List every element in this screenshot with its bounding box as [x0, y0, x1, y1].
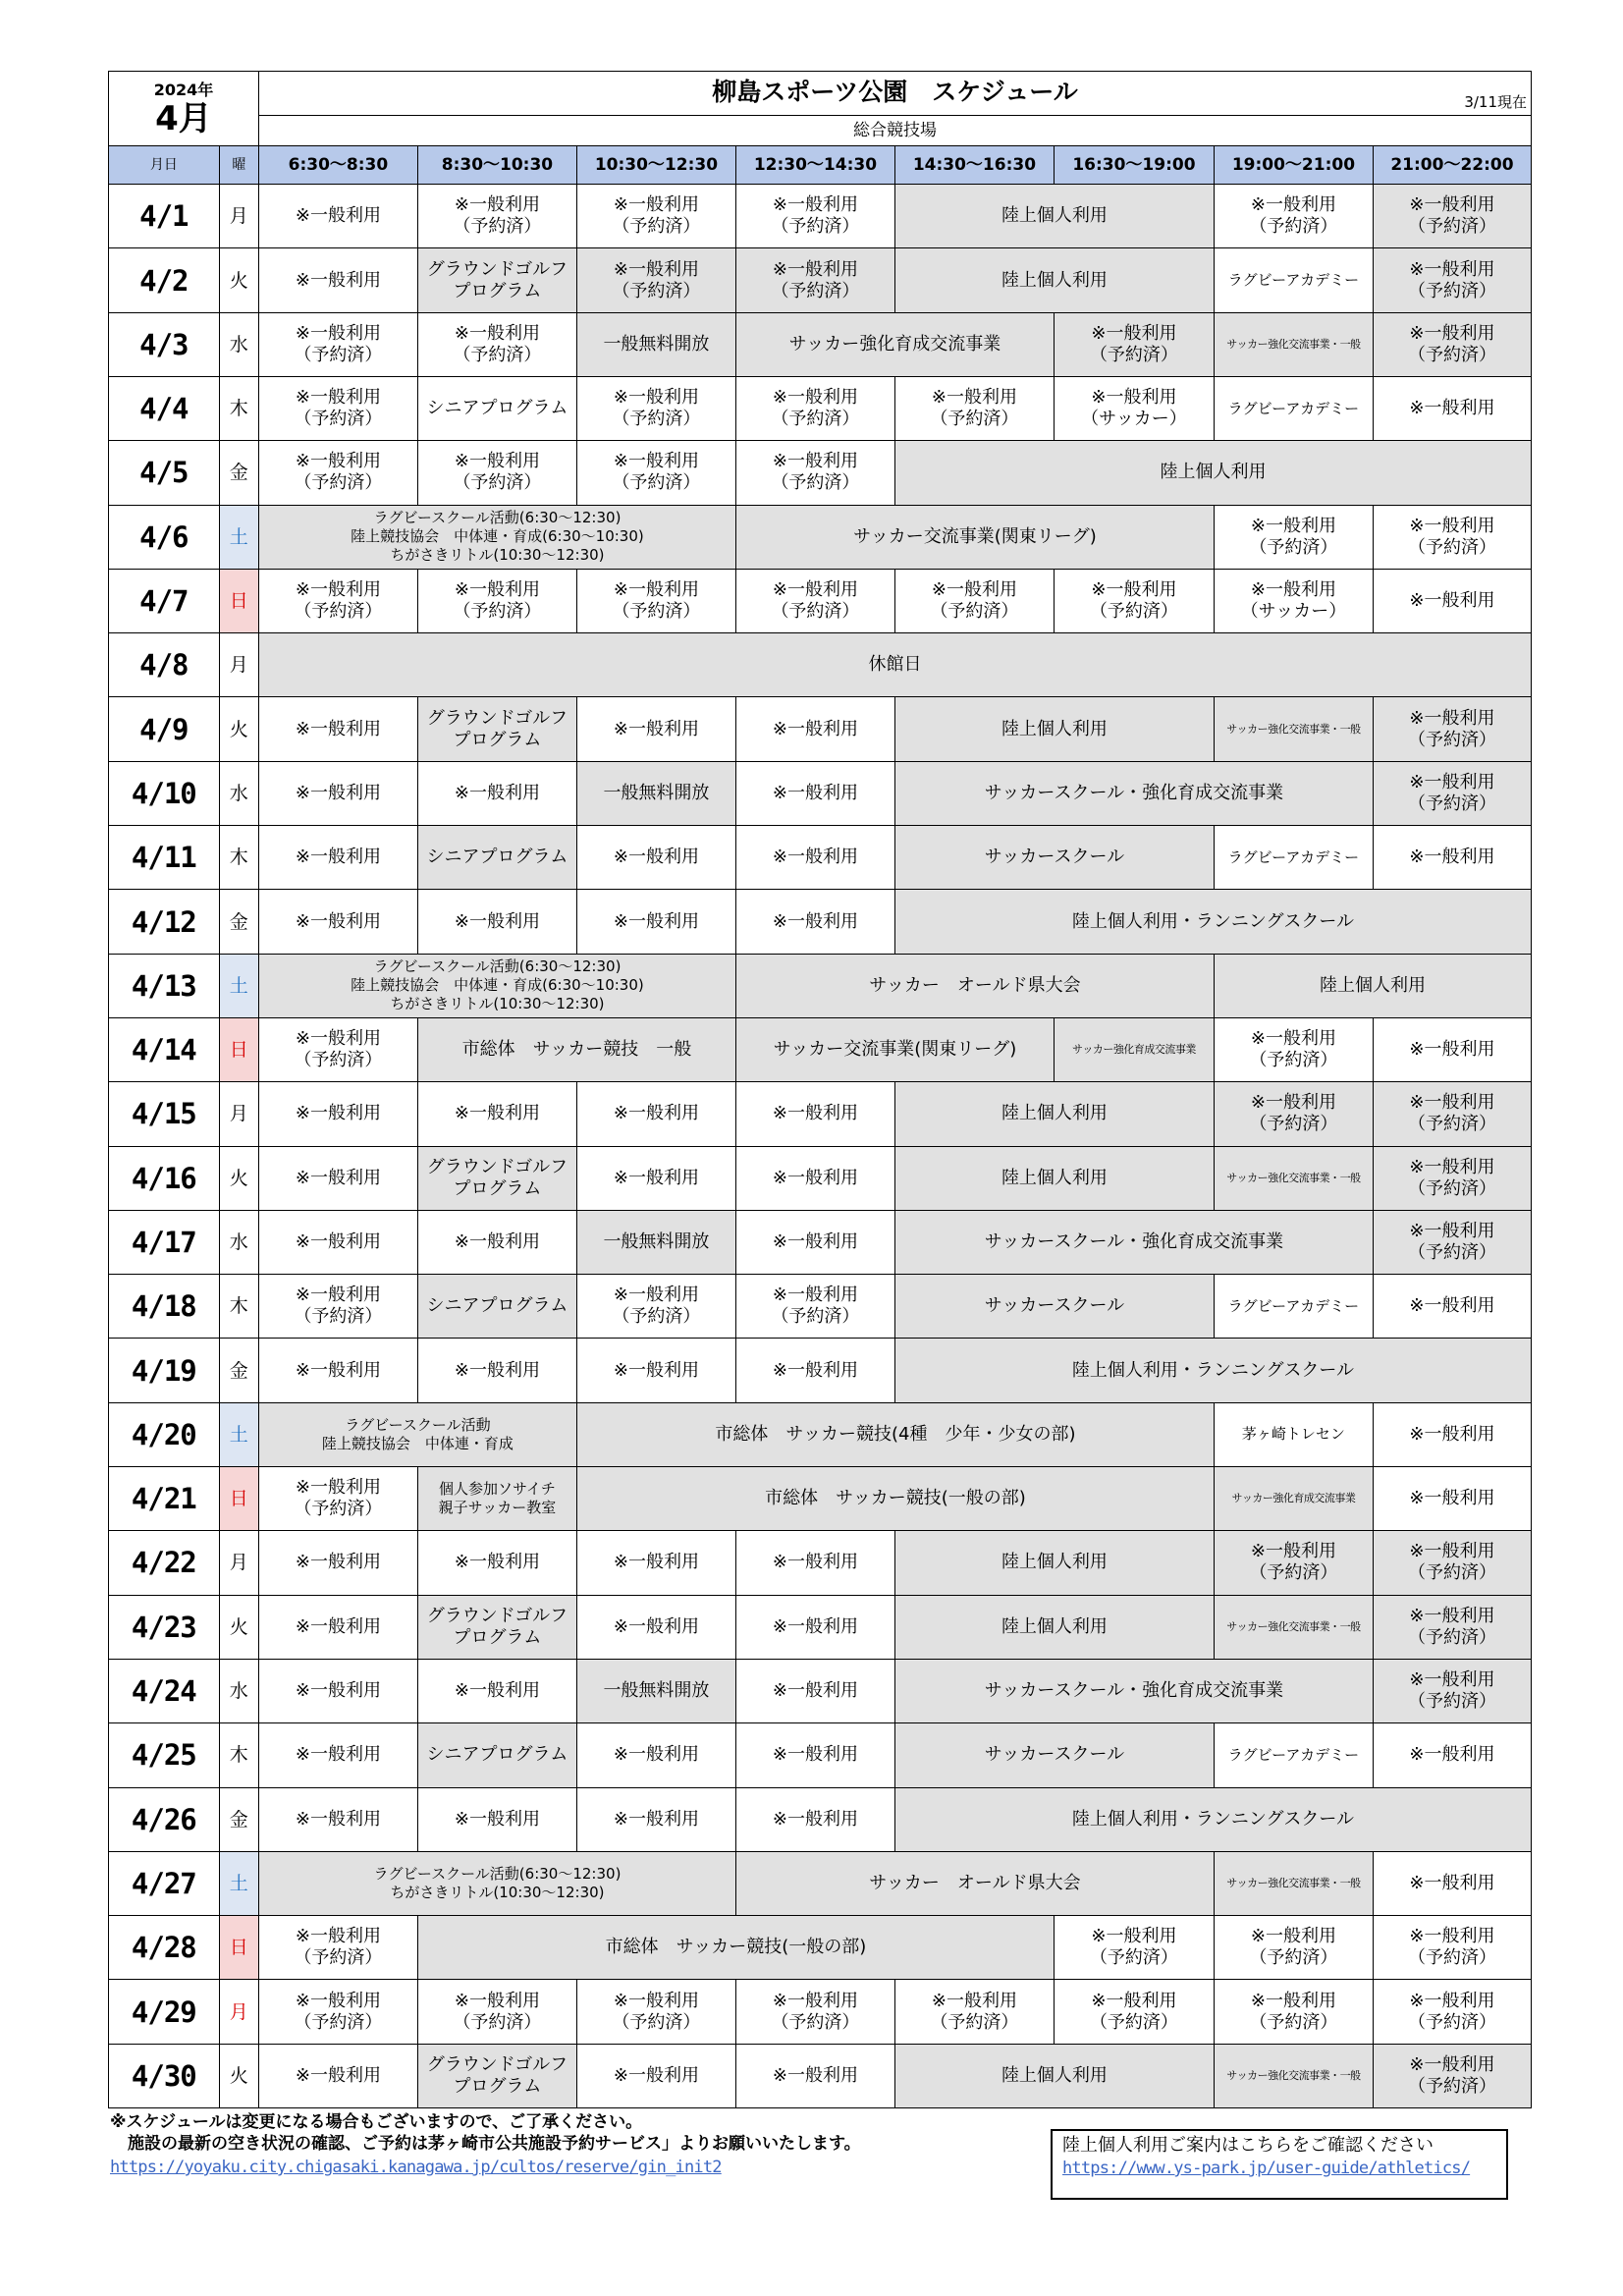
- schedule-cell: ラグビーアカデミー: [1214, 826, 1373, 890]
- col-header-slot: 16:30～19:00: [1054, 146, 1214, 185]
- schedule-cell: ※一般利用 （予約済）: [1214, 185, 1373, 248]
- schedule-cell: サッカースクール: [894, 826, 1214, 890]
- schedule-cell: ※一般利用 （予約済）: [1373, 185, 1531, 248]
- day-weekday: 日: [219, 1916, 258, 1980]
- schedule-cell: グラウンドゴルフ プログラム: [417, 697, 576, 761]
- day-weekday: 月: [219, 1082, 258, 1146]
- day-row: [109, 890, 1532, 954]
- day-weekday: 水: [219, 312, 258, 376]
- col-header-slot: 8:30～10:30: [417, 146, 576, 185]
- schedule-cell: ※一般利用 （サッカー）: [1054, 376, 1214, 440]
- schedule-cell: ※一般利用: [735, 1082, 894, 1146]
- schedule-cell: ※一般利用 （予約済）: [1373, 761, 1531, 825]
- schedule-cell: ※一般利用: [576, 1082, 735, 1146]
- schedule-cell: ※一般利用: [576, 1595, 735, 1659]
- day-weekday: 月: [219, 1531, 258, 1595]
- day-weekday: 日: [219, 1467, 258, 1531]
- updated-date: 3/11現在: [1464, 93, 1527, 111]
- schedule-cell: ※一般利用 （予約済）: [258, 1275, 417, 1339]
- day-weekday: 月: [219, 185, 258, 248]
- schedule-cell: ※一般利用 （予約済）: [1373, 312, 1531, 376]
- schedule-cell: ※一般利用: [417, 1210, 576, 1274]
- schedule-cell: ※一般利用: [735, 761, 894, 825]
- day-row: [109, 2044, 1532, 2107]
- schedule-cell: サッカー強化交流事業・一般: [1214, 2044, 1373, 2107]
- col-header-date: 月日: [109, 146, 220, 185]
- col-header-slot: 12:30～14:30: [735, 146, 894, 185]
- schedule-cell: ※一般利用 （予約済）: [576, 569, 735, 632]
- day-date: 4/10: [109, 761, 220, 825]
- schedule-cell: ※一般利用: [258, 248, 417, 312]
- reservation-link[interactable]: https://yoyaku.city.chigasaki.kanagawa.jp/cultos/reserve/gin_init2: [110, 2158, 722, 2177]
- day-row: [109, 697, 1532, 761]
- schedule-cell: ※一般利用: [576, 697, 735, 761]
- schedule-cell: ※一般利用: [735, 1595, 894, 1659]
- day-row: [109, 761, 1532, 825]
- schedule-cell: ※一般利用 （予約済）: [417, 185, 576, 248]
- schedule-cell: ※一般利用 （予約済）: [258, 1017, 417, 1081]
- schedule-cell: ※一般利用: [735, 1146, 894, 1210]
- month-cell: [109, 72, 259, 146]
- schedule-cell: ※一般利用 （予約済）: [735, 185, 894, 248]
- schedule-cell: 休館日: [258, 633, 1531, 697]
- day-row: [109, 312, 1532, 376]
- schedule-cell: ※一般利用: [258, 1787, 417, 1851]
- schedule-cell: ※一般利用 （予約済）: [735, 376, 894, 440]
- schedule-cell: ※一般利用: [1373, 1402, 1531, 1466]
- schedule-cell: ラグビースクール活動(6:30～12:30) ちがさきリトル(10:30～12:30): [258, 1851, 735, 1915]
- schedule-cell: ※一般利用 （予約済）: [258, 569, 417, 632]
- schedule-cell: 茅ヶ崎トレセン: [1214, 1402, 1373, 1466]
- schedule-cell: ※一般利用 （予約済）: [1214, 1916, 1373, 1980]
- schedule-cell: ※一般利用 （予約済）: [258, 376, 417, 440]
- schedule-cell: ※一般利用: [258, 1531, 417, 1595]
- day-weekday: 金: [219, 441, 258, 505]
- day-row: [109, 505, 1532, 569]
- schedule-cell: 一般無料開放: [576, 312, 735, 376]
- schedule-cell: ※一般利用 （予約済）: [1373, 2044, 1531, 2107]
- schedule-cell: ※一般利用: [576, 2044, 735, 2107]
- day-row: [109, 1082, 1532, 1146]
- schedule-cell: サッカー オールド県大会: [735, 1851, 1214, 1915]
- day-weekday: 水: [219, 1210, 258, 1274]
- schedule-cell: サッカー強化交流事業・一般: [1214, 1146, 1373, 1210]
- day-row: [109, 185, 1532, 248]
- schedule-cell: サッカー強化育成交流事業: [1054, 1017, 1214, 1081]
- schedule-cell: ラグビーアカデミー: [1214, 1723, 1373, 1787]
- year-label: 2024年: [153, 80, 214, 99]
- schedule-cell: ※一般利用 （予約済）: [1373, 1659, 1531, 1722]
- schedule-cell: ※一般利用 （予約済）: [735, 248, 894, 312]
- schedule-cell: サッカー強化交流事業・一般: [1214, 1851, 1373, 1915]
- day-weekday: 火: [219, 2044, 258, 2107]
- schedule-cell: ※一般利用 （予約済）: [258, 1916, 417, 1980]
- day-date: 4/21: [109, 1467, 220, 1531]
- day-weekday: 土: [219, 505, 258, 569]
- schedule-cell: ※一般利用: [258, 185, 417, 248]
- schedule-cell: ※一般利用: [1373, 1017, 1531, 1081]
- schedule-cell: ※一般利用 （予約済）: [417, 569, 576, 632]
- schedule-cell: ※一般利用: [735, 1659, 894, 1722]
- schedule-cell: ※一般利用: [735, 1210, 894, 1274]
- schedule-cell: ※一般利用: [258, 1210, 417, 1274]
- day-weekday: 土: [219, 1851, 258, 1915]
- day-date: 4/13: [109, 954, 220, 1017]
- schedule-cell: ※一般利用: [258, 1595, 417, 1659]
- athletics-guide-link[interactable]: https://www.ys-park.jp/user-guide/athletics/: [1062, 2159, 1471, 2178]
- schedule-cell: ラグビーアカデミー: [1214, 376, 1373, 440]
- day-weekday: 金: [219, 890, 258, 954]
- schedule-cell: ※一般利用: [1373, 1275, 1531, 1339]
- schedule-cell: サッカー交流事業(関東リーグ): [735, 505, 1214, 569]
- schedule-cell: ※一般利用: [417, 1339, 576, 1402]
- schedule-cell: ラグビースクール活動(6:30～12:30) 陸上競技協会 中体連・育成(6:30～10:30) ちがさきリトル(10:30～12:30): [258, 954, 735, 1017]
- schedule-cell: ※一般利用 （予約済）: [1373, 505, 1531, 569]
- schedule-cell: ※一般利用 （サッカー）: [1214, 569, 1373, 632]
- schedule-cell: ※一般利用 （予約済）: [894, 1980, 1054, 2044]
- schedule-table: [108, 71, 1532, 2108]
- col-header-dow: 曜: [219, 146, 258, 185]
- schedule-cell: ※一般利用 （予約済）: [576, 441, 735, 505]
- schedule-cell: ※一般利用 （予約済）: [258, 1980, 417, 2044]
- schedule-cell: ※一般利用: [1373, 376, 1531, 440]
- day-weekday: 土: [219, 1402, 258, 1466]
- schedule-cell: ラグビーアカデミー: [1214, 248, 1373, 312]
- schedule-cell: ※一般利用: [576, 1146, 735, 1210]
- day-date: 4/29: [109, 1980, 220, 2044]
- venue-label: 総合競技場: [258, 116, 1531, 146]
- schedule-cell: ※一般利用 （予約済）: [417, 1980, 576, 2044]
- athletics-info-box: [1051, 2129, 1508, 2200]
- schedule-cell: ※一般利用: [258, 890, 417, 954]
- day-date: 4/15: [109, 1082, 220, 1146]
- schedule-cell: ※一般利用: [576, 1531, 735, 1595]
- schedule-cell: サッカー強化交流事業・一般: [1214, 1595, 1373, 1659]
- schedule-cell: ※一般利用: [735, 1339, 894, 1402]
- day-row: [109, 826, 1532, 890]
- schedule-cell: ※一般利用 （予約済）: [1373, 1595, 1531, 1659]
- day-weekday: 火: [219, 1595, 258, 1659]
- schedule-cell: ※一般利用: [258, 1339, 417, 1402]
- schedule-cell: グラウンドゴルフ プログラム: [417, 248, 576, 312]
- schedule-cell: 陸上個人利用: [894, 1531, 1214, 1595]
- schedule-cell: ※一般利用: [417, 1531, 576, 1595]
- schedule-cell: 市総体 サッカー競技(4種 少年・少女の部): [576, 1402, 1214, 1466]
- day-weekday: 水: [219, 761, 258, 825]
- schedule-cell: ※一般利用: [576, 890, 735, 954]
- schedule-cell: ※一般利用 （予約済）: [1373, 248, 1531, 312]
- schedule-cell: ラグビーアカデミー: [1214, 1275, 1373, 1339]
- day-date: 4/1: [109, 185, 220, 248]
- schedule-cell: サッカー交流事業(関東リーグ): [735, 1017, 1054, 1081]
- schedule-cell: シニアプログラム: [417, 1275, 576, 1339]
- day-row: [109, 569, 1532, 632]
- schedule-cell: ラグビースクール活動(6:30～12:30) 陸上競技協会 中体連・育成(6:30～10:30) ちがさきリトル(10:30～12:30): [258, 505, 735, 569]
- day-date: 4/12: [109, 890, 220, 954]
- schedule-cell: ※一般利用: [735, 1787, 894, 1851]
- footer-notes: [110, 2111, 1053, 2178]
- schedule-cell: サッカー強化育成交流事業: [735, 312, 1054, 376]
- schedule-cell: ※一般利用 （予約済）: [735, 1980, 894, 2044]
- day-date: 4/28: [109, 1916, 220, 1980]
- schedule-cell: ※一般利用: [735, 1723, 894, 1787]
- schedule-cell: 陸上個人利用・ランニングスクール: [894, 1339, 1531, 1402]
- schedule-cell: 陸上個人利用: [894, 1082, 1214, 1146]
- schedule-cell: ※一般利用: [258, 1659, 417, 1722]
- day-date: 4/18: [109, 1275, 220, 1339]
- day-date: 4/17: [109, 1210, 220, 1274]
- day-date: 4/26: [109, 1787, 220, 1851]
- schedule-cell: ※一般利用 （予約済）: [1373, 1146, 1531, 1210]
- day-row: [109, 1339, 1532, 1402]
- day-date: 4/4: [109, 376, 220, 440]
- day-row: [109, 954, 1532, 1017]
- day-date: 4/2: [109, 248, 220, 312]
- day-row: [109, 1980, 1532, 2044]
- schedule-cell: 陸上個人利用: [1214, 954, 1531, 1017]
- day-date: 4/5: [109, 441, 220, 505]
- schedule-cell: ※一般利用: [735, 826, 894, 890]
- day-weekday: 木: [219, 376, 258, 440]
- schedule-cell: グラウンドゴルフ プログラム: [417, 1146, 576, 1210]
- schedule-cell: ※一般利用: [417, 890, 576, 954]
- schedule-cell: サッカースクール・強化育成交流事業: [894, 761, 1373, 825]
- schedule-cell: ※一般利用 （予約済）: [576, 1980, 735, 2044]
- schedule-cell: ※一般利用 （予約済）: [735, 569, 894, 632]
- schedule-cell: ※一般利用 （予約済）: [1373, 1531, 1531, 1595]
- schedule-cell: ※一般利用: [258, 1723, 417, 1787]
- day-weekday: 月: [219, 633, 258, 697]
- schedule-cell: サッカースクール: [894, 1275, 1214, 1339]
- day-weekday: 木: [219, 1275, 258, 1339]
- schedule-cell: ラグビースクール活動 陸上競技協会 中体連・育成: [258, 1402, 576, 1466]
- schedule-cell: 陸上個人利用: [894, 697, 1214, 761]
- schedule-cell: ※一般利用 （予約済）: [1054, 1980, 1214, 2044]
- schedule-cell: ※一般利用: [417, 1082, 576, 1146]
- day-date: 4/7: [109, 569, 220, 632]
- col-header-slot: 14:30～16:30: [894, 146, 1054, 185]
- day-weekday: 金: [219, 1787, 258, 1851]
- day-date: 4/24: [109, 1659, 220, 1722]
- schedule-cell: サッカー強化交流事業・一般: [1214, 312, 1373, 376]
- schedule-cell: ※一般利用 （予約済）: [894, 376, 1054, 440]
- day-row: [109, 1017, 1532, 1081]
- schedule-cell: ※一般利用: [258, 761, 417, 825]
- day-row: [109, 1916, 1532, 1980]
- title-cell: [258, 72, 1531, 116]
- schedule-cell: ※一般利用: [417, 1659, 576, 1722]
- day-row: [109, 248, 1532, 312]
- schedule-cell: ※一般利用 （予約済）: [1054, 569, 1214, 632]
- schedule-cell: ※一般利用: [576, 1723, 735, 1787]
- schedule-cell: 市総体 サッカー競技(一般の部): [576, 1467, 1214, 1531]
- schedule-cell: ※一般利用 （予約済）: [576, 248, 735, 312]
- day-weekday: 火: [219, 1146, 258, 1210]
- header-row: [109, 146, 1532, 185]
- col-header-slot: 6:30～8:30: [258, 146, 417, 185]
- schedule-cell: 陸上個人利用・ランニングスクール: [894, 1787, 1531, 1851]
- schedule-cell: 一般無料開放: [576, 1659, 735, 1722]
- schedule-cell: サッカースクール・強化育成交流事業: [894, 1210, 1373, 1274]
- schedule-cell: ※一般利用 （予約済）: [1214, 1082, 1373, 1146]
- day-weekday: 火: [219, 248, 258, 312]
- day-weekday: 火: [219, 697, 258, 761]
- schedule-cell: 陸上個人利用: [894, 2044, 1214, 2107]
- schedule-cell: 市総体 サッカー競技 一般: [417, 1017, 735, 1081]
- day-weekday: 金: [219, 1339, 258, 1402]
- day-row: [109, 1787, 1532, 1851]
- schedule-cell: ※一般利用 （予約済）: [576, 1275, 735, 1339]
- schedule-cell: ※一般利用: [258, 1146, 417, 1210]
- day-row: [109, 1723, 1532, 1787]
- athletics-info-text: 陸上個人利用ご案内はこちらをご確認ください: [1062, 2135, 1434, 2156]
- schedule-cell: 個人参加ソサイチ 親子サッカー教室: [417, 1467, 576, 1531]
- schedule-cell: 一般無料開放: [576, 1210, 735, 1274]
- schedule-cell: ※一般利用: [735, 890, 894, 954]
- schedule-cell: ※一般利用 （予約済）: [417, 312, 576, 376]
- schedule-cell: サッカー強化交流事業・一般: [1214, 697, 1373, 761]
- schedule-cell: 陸上個人利用: [894, 1595, 1214, 1659]
- schedule-cell: ※一般利用 （予約済）: [1054, 1916, 1214, 1980]
- day-weekday: 月: [219, 1980, 258, 2044]
- day-row: [109, 1851, 1532, 1915]
- day-row: [109, 633, 1532, 697]
- schedule-cell: ※一般利用: [258, 697, 417, 761]
- schedule-cell: ※一般利用 （予約済）: [1214, 505, 1373, 569]
- schedule-cell: ※一般利用 （予約済）: [1373, 1916, 1531, 1980]
- day-row: [109, 1595, 1532, 1659]
- day-row: [109, 1210, 1532, 1274]
- day-row: [109, 1275, 1532, 1339]
- schedule-cell: ※一般利用 （予約済）: [258, 312, 417, 376]
- schedule-cell: ※一般利用: [417, 761, 576, 825]
- schedule-cell: 陸上個人利用・ランニングスクール: [894, 890, 1531, 954]
- day-date: 4/30: [109, 2044, 220, 2107]
- day-date: 4/22: [109, 1531, 220, 1595]
- schedule-cell: サッカー オールド県大会: [735, 954, 1214, 1017]
- schedule-cell: 陸上個人利用: [894, 185, 1214, 248]
- day-date: 4/6: [109, 505, 220, 569]
- schedule-cell: ※一般利用 （予約済）: [894, 569, 1054, 632]
- schedule-cell: ※一般利用 （予約済）: [735, 1275, 894, 1339]
- day-weekday: 日: [219, 569, 258, 632]
- schedule-cell: ※一般利用 （予約済）: [576, 376, 735, 440]
- schedule-cell: サッカー強化育成交流事業: [1214, 1467, 1373, 1531]
- schedule-cell: サッカースクール: [894, 1723, 1214, 1787]
- schedule-cell: ※一般利用: [258, 826, 417, 890]
- day-weekday: 水: [219, 1659, 258, 1722]
- footer-note-1: ※スケジュールは変更になる場合もございますので、ご了承ください。: [110, 2112, 643, 2132]
- schedule-cell: ※一般利用 （予約済）: [576, 185, 735, 248]
- day-date: 4/11: [109, 826, 220, 890]
- col-header-slot: 19:00～21:00: [1214, 146, 1373, 185]
- schedule-cell: ※一般利用 （予約済）: [1214, 1017, 1373, 1081]
- schedule-cell: ※一般利用 （予約済）: [1373, 1980, 1531, 2044]
- day-row: [109, 1659, 1532, 1722]
- day-weekday: 土: [219, 954, 258, 1017]
- schedule-cell: ※一般利用: [735, 2044, 894, 2107]
- schedule-cell: ※一般利用 （予約済）: [1054, 312, 1214, 376]
- day-date: 4/19: [109, 1339, 220, 1402]
- schedule-cell: 陸上個人利用: [894, 441, 1531, 505]
- day-date: 4/27: [109, 1851, 220, 1915]
- day-weekday: 日: [219, 1017, 258, 1081]
- footer-note-2: 施設の最新の空き状況の確認、ご予約は茅ヶ崎市公共施設予約サービス」よりお願いいたします。: [128, 2134, 861, 2154]
- schedule-cell: ※一般利用: [576, 1339, 735, 1402]
- day-row: [109, 1402, 1532, 1466]
- schedule-cell: ※一般利用: [1373, 569, 1531, 632]
- schedule-cell: ※一般利用: [1373, 1723, 1531, 1787]
- schedule-cell: ※一般利用: [1373, 826, 1531, 890]
- schedule-cell: ※一般利用 （予約済）: [258, 441, 417, 505]
- day-date: 4/14: [109, 1017, 220, 1081]
- schedule-cell: 陸上個人利用: [894, 248, 1214, 312]
- day-date: 4/23: [109, 1595, 220, 1659]
- schedule-cell: ※一般利用 （予約済）: [1214, 1980, 1373, 2044]
- day-weekday: 木: [219, 1723, 258, 1787]
- schedule-cell: シニアプログラム: [417, 1723, 576, 1787]
- schedule-cell: ※一般利用: [576, 826, 735, 890]
- schedule-cell: ※一般利用 （予約済）: [735, 441, 894, 505]
- schedule-cell: シニアプログラム: [417, 826, 576, 890]
- schedule-cell: サッカースクール・強化育成交流事業: [894, 1659, 1373, 1722]
- month-label: 4月: [155, 98, 212, 138]
- day-weekday: 木: [219, 826, 258, 890]
- schedule-cell: ※一般利用: [1373, 1851, 1531, 1915]
- schedule-cell: ※一般利用: [735, 697, 894, 761]
- day-row: [109, 441, 1532, 505]
- schedule-cell: ※一般利用: [735, 1531, 894, 1595]
- schedule-cell: 市総体 サッカー競技(一般の部): [417, 1916, 1054, 1980]
- day-date: 4/8: [109, 633, 220, 697]
- day-date: 4/9: [109, 697, 220, 761]
- schedule-cell: ※一般利用 （予約済）: [1214, 1531, 1373, 1595]
- page-title: 柳島スポーツ公園 スケジュール: [712, 77, 1078, 106]
- schedule-cell: 陸上個人利用: [894, 1146, 1214, 1210]
- day-row: [109, 376, 1532, 440]
- schedule-cell: グラウンドゴルフ プログラム: [417, 2044, 576, 2107]
- schedule-cell: ※一般利用: [576, 1787, 735, 1851]
- schedule-cell: ※一般利用: [258, 1082, 417, 1146]
- schedule-cell: ※一般利用: [417, 1787, 576, 1851]
- schedule-cell: ※一般利用 （予約済）: [417, 441, 576, 505]
- day-row: [109, 1467, 1532, 1531]
- schedule-cell: ※一般利用: [258, 2044, 417, 2107]
- schedule-cell: グラウンドゴルフ プログラム: [417, 1595, 576, 1659]
- schedule-cell: 一般無料開放: [576, 761, 735, 825]
- schedule-cell: ※一般利用 （予約済）: [1373, 1210, 1531, 1274]
- day-row: [109, 1531, 1532, 1595]
- schedule-cell: ※一般利用 （予約済）: [1373, 1082, 1531, 1146]
- col-header-slot: 21:00～22:00: [1373, 146, 1531, 185]
- col-header-slot: 10:30～12:30: [576, 146, 735, 185]
- day-date: 4/25: [109, 1723, 220, 1787]
- schedule-cell: ※一般利用 （予約済）: [1373, 697, 1531, 761]
- schedule-cell: ※一般利用 （予約済）: [258, 1467, 417, 1531]
- day-row: [109, 1146, 1532, 1210]
- day-date: 4/16: [109, 1146, 220, 1210]
- schedule-cell: ※一般利用: [1373, 1467, 1531, 1531]
- day-date: 4/3: [109, 312, 220, 376]
- day-date: 4/20: [109, 1402, 220, 1466]
- schedule-cell: シニアプログラム: [417, 376, 576, 440]
